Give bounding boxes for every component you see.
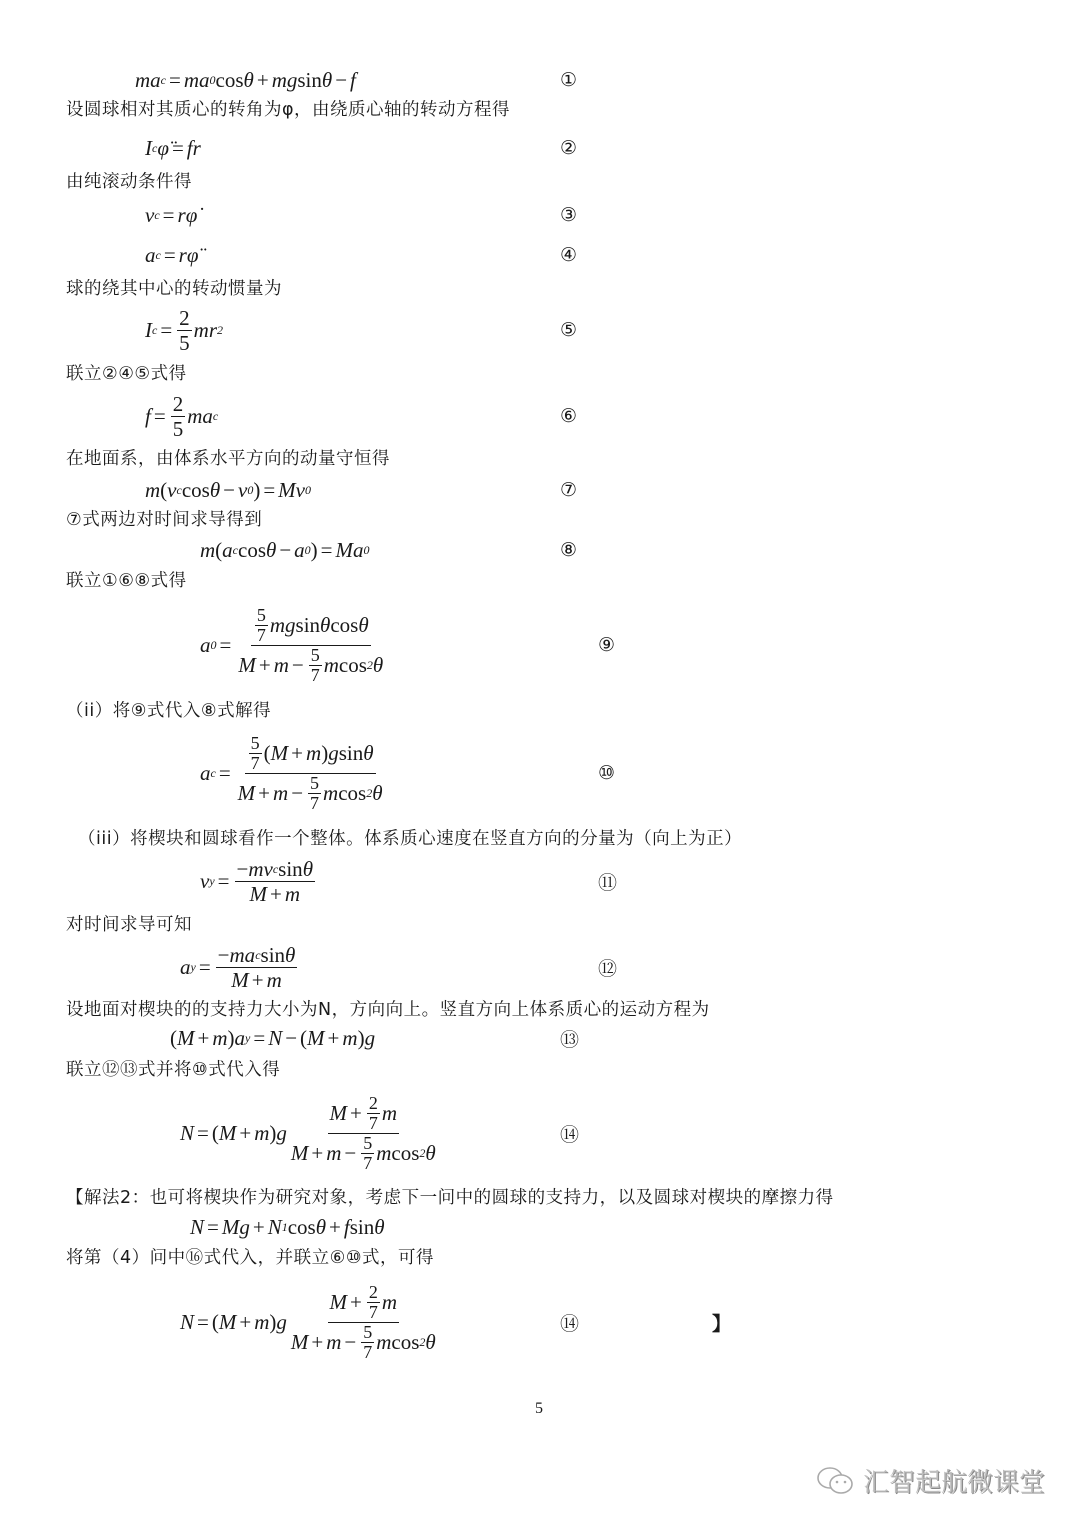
math-text: cos	[181, 477, 210, 502]
math-text: 7	[363, 1152, 373, 1173]
math-symbol: M	[218, 1309, 237, 1334]
math-symbol: M	[329, 1290, 348, 1314]
math-operator: +	[350, 1101, 362, 1125]
math-operator: +	[329, 1214, 341, 1239]
math-symbol: θ	[209, 477, 221, 502]
fraction	[309, 646, 322, 685]
fraction	[361, 1134, 374, 1173]
math-symbol: N	[190, 1214, 205, 1239]
math-symbol: m	[326, 1330, 342, 1354]
fraction	[367, 1094, 380, 1133]
numerator	[216, 943, 298, 968]
math-operator: =	[169, 67, 181, 92]
math-operator: −	[291, 653, 304, 677]
math-text: sin	[260, 942, 286, 967]
fraction	[361, 1323, 374, 1362]
math-operator: =	[153, 403, 166, 428]
fraction	[236, 734, 385, 813]
math-text: −	[236, 856, 249, 881]
subscript: c	[152, 322, 158, 337]
math-operator: =	[217, 868, 230, 893]
subscript: y	[209, 873, 215, 888]
math-symbol: m	[145, 477, 161, 502]
denominator	[248, 882, 303, 906]
math-symbol: mr	[193, 317, 218, 342]
math-symbol: g	[276, 1309, 287, 1334]
text-line: 联立⑫⑬式并将⑩式代入得	[66, 1060, 281, 1080]
math-text: 7	[310, 664, 320, 685]
math-symbol: θ	[285, 942, 296, 967]
math-operator: +	[350, 1290, 362, 1314]
text-line: （ii）将⑨式代入⑧式解得	[66, 701, 272, 721]
subscript: 0	[210, 637, 217, 652]
math-symbol: a	[145, 242, 156, 267]
math-symbol: ma	[229, 942, 256, 967]
math-operator: =	[197, 1309, 209, 1334]
math-operator: +	[251, 967, 264, 992]
math-symbol: m	[306, 741, 322, 765]
fraction	[289, 1283, 438, 1362]
numerator	[249, 734, 262, 754]
watermark	[815, 1462, 1045, 1499]
math-symbol: θ	[320, 613, 331, 637]
math-symbol: Mg	[221, 1214, 250, 1239]
numerator	[171, 392, 186, 417]
math-text: sin	[297, 67, 322, 92]
subscript: y	[245, 1030, 251, 1045]
math-symbol: f	[343, 1214, 350, 1239]
math-text: 5	[363, 1321, 373, 1342]
subscript: c	[232, 542, 238, 557]
math-operator: =	[263, 477, 276, 502]
math-operator: =	[197, 1120, 209, 1145]
math-operator: +	[239, 1309, 252, 1334]
denominator	[289, 1134, 438, 1173]
subscript: c	[212, 408, 219, 423]
math-symbol: a	[200, 760, 211, 785]
math-operator: =	[162, 202, 175, 227]
math-operator: +	[258, 653, 271, 677]
math-symbol: N	[180, 1120, 195, 1145]
math-text: cos	[338, 781, 367, 805]
numerator	[361, 1323, 374, 1343]
math-symbol: m	[266, 967, 282, 992]
math-text: 7	[310, 792, 320, 813]
math-symbol: r	[177, 202, 186, 227]
math-text: cos	[391, 1330, 420, 1354]
denominator	[367, 1114, 380, 1133]
math-text: sin	[278, 856, 303, 881]
math-operator: +	[270, 881, 282, 906]
math-symbol: a	[234, 1025, 246, 1050]
math-symbol: v	[145, 202, 155, 227]
numerator	[309, 646, 322, 666]
text-line: 【解法2：也可将楔块作为研究对象，考虑下一问中的圆球的支持力，以及圆球对楔块的摩擦力得	[66, 1188, 834, 1208]
denominator	[361, 1343, 374, 1362]
math-symbol: M	[270, 741, 289, 765]
math-text: 7	[363, 1341, 373, 1362]
math-text: )	[321, 741, 329, 765]
math-symbol: m	[376, 1330, 392, 1354]
math-operator: =	[171, 135, 184, 160]
math-operator: +	[327, 1025, 340, 1050]
math-symbol: a	[200, 632, 211, 657]
math-text: 2	[179, 305, 190, 330]
subscript: 1	[281, 1219, 288, 1234]
math-text: (	[215, 537, 223, 562]
math-symbol: ma	[187, 403, 213, 428]
superscript: 2	[366, 658, 373, 672]
text-line: 设地面对楔块的的支持力大小为N，方向向上。竖直方向上体系质心的运动方程为	[66, 1000, 710, 1020]
math-text: cos	[391, 1141, 420, 1165]
numerator	[177, 306, 192, 331]
math-symbol: N	[180, 1309, 195, 1334]
math-text: sin	[338, 741, 364, 765]
math-symbol: φ̈	[157, 135, 169, 160]
math-symbol: M	[329, 1101, 348, 1125]
denominator	[171, 417, 186, 441]
denominator	[249, 754, 262, 773]
math-symbol: θ	[425, 1141, 436, 1165]
math-text: 7	[256, 624, 266, 645]
math-symbol: m	[323, 653, 339, 677]
math-symbol: θ	[363, 741, 374, 765]
denominator	[236, 774, 385, 813]
text-line: 联立②④⑤式得	[66, 364, 187, 384]
superscript: 2	[419, 1146, 426, 1160]
math-symbol: mg	[269, 613, 296, 637]
subscript: c	[255, 947, 261, 962]
math-text: 2	[368, 1281, 378, 1302]
math-symbol: m	[254, 1120, 270, 1145]
math-symbol: v	[200, 868, 210, 893]
fraction	[235, 857, 316, 906]
math-symbol: fr	[186, 135, 201, 160]
math-symbol: mg	[271, 67, 298, 92]
math-symbol: θ	[358, 613, 369, 637]
numerator	[251, 606, 371, 646]
numerator	[235, 857, 316, 882]
math-operator: −	[223, 477, 235, 502]
math-symbol: m	[326, 1141, 342, 1165]
math-symbol: M	[218, 1120, 237, 1145]
math-text: )	[310, 537, 318, 562]
math-symbol: θ	[266, 537, 277, 562]
math-symbol: a	[294, 537, 305, 562]
math-symbol: I	[145, 135, 152, 160]
math-symbol: m	[254, 1309, 270, 1334]
math-text: )	[269, 1120, 277, 1145]
math-symbol: a	[222, 537, 233, 562]
math-operator: =	[207, 1214, 219, 1239]
math-text: 5	[250, 732, 260, 753]
math-text: 5	[179, 330, 190, 355]
math-text: 5	[310, 772, 320, 793]
fraction	[367, 1283, 380, 1322]
math-operator: −	[344, 1330, 357, 1354]
text-line: 由纯滚动条件得	[66, 172, 192, 192]
math-symbol: M	[238, 653, 256, 677]
math-text: 5	[310, 644, 320, 665]
math-operator: =	[253, 1025, 266, 1050]
math-operator: −	[291, 781, 304, 805]
subscript: c	[160, 72, 166, 87]
numerator	[367, 1283, 380, 1303]
superscript: 2	[419, 1335, 426, 1349]
fraction	[177, 306, 192, 355]
math-symbol: θ	[243, 67, 254, 92]
math-text: 5	[363, 1132, 373, 1153]
text-line: 联立①⑥⑧式得	[66, 571, 187, 591]
math-symbol: θ	[374, 1214, 385, 1239]
denominator	[289, 1323, 438, 1362]
denominator	[309, 666, 322, 685]
math-operator: +	[239, 1120, 252, 1145]
math-symbol: θ	[372, 781, 383, 805]
subscript: 0	[247, 482, 254, 497]
math-symbol: ma	[183, 67, 210, 92]
math-symbol: M	[249, 881, 267, 906]
fraction	[236, 606, 385, 685]
math-text: cos	[238, 537, 266, 562]
math-text: (	[211, 1309, 219, 1334]
math-text: 7	[250, 752, 260, 773]
math-operator: =	[219, 632, 232, 657]
math-symbol: M	[231, 967, 249, 992]
math-operator: +	[252, 1214, 265, 1239]
numerator	[328, 1094, 400, 1134]
denominator	[236, 646, 385, 685]
math-symbol: mv	[248, 856, 273, 881]
text-line: 设圆球相对其质心的转角为φ，由绕质心轴的转动方程得	[66, 100, 511, 120]
math-symbol: v	[238, 477, 248, 502]
math-text: (	[300, 1025, 308, 1050]
math-symbol: m	[200, 537, 216, 562]
math-operator: +	[311, 1141, 324, 1165]
math-text: 5	[256, 604, 266, 625]
denominator	[308, 794, 321, 813]
math-symbol: M	[290, 1330, 309, 1354]
math-symbol: N	[268, 1025, 283, 1050]
math-operator: =	[218, 760, 231, 785]
superscript: 2	[366, 786, 373, 800]
math-text: )	[227, 1025, 235, 1050]
numerator	[255, 606, 268, 626]
math-symbol: f	[350, 67, 356, 92]
math-operator: +	[258, 781, 271, 805]
wechat-icon	[815, 1465, 855, 1497]
math-symbol: r	[178, 242, 187, 267]
superscript: 2	[217, 322, 224, 337]
math-text: )	[357, 1025, 365, 1050]
subscript: 0	[305, 482, 311, 497]
math-operator: =	[320, 537, 333, 562]
denominator	[361, 1154, 374, 1173]
denominator	[229, 968, 284, 992]
subscript: 0	[363, 542, 370, 557]
fraction	[249, 734, 262, 773]
math-symbol: Mv	[278, 477, 305, 502]
fraction	[216, 943, 298, 992]
math-symbol: m	[323, 781, 339, 805]
math-operator: =	[160, 317, 173, 342]
math-text: 7	[368, 1301, 378, 1322]
subscript: 0	[304, 542, 311, 557]
math-symbol: N	[267, 1214, 282, 1239]
math-text: sin	[349, 1214, 375, 1239]
page-number: 5	[535, 1400, 543, 1417]
math-operator: −	[344, 1141, 357, 1165]
math-operator: =	[198, 954, 211, 979]
math-text: sin	[295, 613, 321, 637]
math-operator: −	[285, 1025, 298, 1050]
math-symbol: θ	[302, 856, 314, 881]
subscript: y	[190, 959, 196, 974]
subscript: c	[155, 247, 161, 262]
math-symbol: φ̈	[186, 242, 199, 267]
subscript: c	[210, 765, 216, 780]
math-text: −	[217, 942, 230, 967]
math-text: 7	[368, 1112, 378, 1133]
denominator	[177, 331, 192, 355]
fraction	[171, 392, 186, 441]
text-line: 对时间求导可知	[66, 915, 192, 935]
math-symbol: v	[167, 477, 177, 502]
math-symbol: m	[273, 653, 289, 677]
text-line: ⑦式两边对时间求导得到	[66, 510, 263, 530]
math-symbol: m	[273, 781, 289, 805]
math-symbol: m	[284, 881, 301, 906]
math-operator: =	[163, 242, 176, 267]
math-text: cos	[287, 1214, 316, 1239]
math-text: )	[253, 477, 261, 502]
denominator	[367, 1303, 380, 1322]
math-symbol: a	[180, 954, 191, 979]
math-symbol: M	[237, 781, 256, 805]
subscript: c	[154, 207, 160, 222]
math-symbol: M	[177, 1025, 195, 1050]
math-text: 2	[368, 1092, 378, 1113]
fraction	[255, 606, 268, 645]
math-text: (	[263, 741, 271, 765]
math-symbol: θ	[321, 67, 333, 92]
math-symbol: I	[145, 317, 152, 342]
text-line: 将第（4）问中⑯式代入，并联立⑥⑩式，可得	[66, 1248, 435, 1268]
numerator	[308, 774, 321, 794]
numerator	[328, 1283, 400, 1323]
subscript: c	[152, 140, 158, 155]
denominator	[255, 626, 268, 645]
fraction	[308, 774, 321, 813]
math-operator: −	[335, 67, 348, 92]
math-symbol: f	[145, 403, 151, 428]
text-line: （iii）将楔块和圆球看作一个整体。体系质心速度在竖直方向的分量为（向上为正）	[78, 829, 743, 849]
math-symbol: m	[376, 1141, 392, 1165]
math-text: cos	[330, 613, 359, 637]
watermark-text: 汇智起航微课堂	[863, 1468, 1046, 1498]
subscript: 0	[209, 72, 216, 87]
math-operator: +	[197, 1025, 210, 1050]
math-symbol: m	[381, 1101, 398, 1125]
math-operator: −	[279, 537, 292, 562]
math-symbol: m	[381, 1290, 398, 1314]
math-symbol: g	[328, 741, 339, 765]
numerator	[245, 734, 376, 774]
math-text: (	[170, 1025, 177, 1050]
math-symbol: ma	[135, 67, 161, 92]
math-symbol: θ	[372, 653, 384, 677]
math-symbol: Ma	[335, 537, 364, 562]
math-text: (	[160, 477, 168, 502]
math-symbol: M	[307, 1025, 325, 1050]
math-symbol: φ̇	[185, 202, 198, 227]
subscript: c	[176, 482, 182, 497]
fraction	[289, 1094, 438, 1173]
math-symbol: m	[212, 1025, 228, 1050]
math-text: )	[269, 1309, 277, 1334]
math-text: cos	[215, 67, 244, 92]
math-operator: +	[311, 1330, 324, 1354]
math-text: cos	[338, 653, 367, 677]
math-text: (	[211, 1120, 219, 1145]
math-operator: +	[291, 741, 304, 765]
math-text: 2	[172, 391, 184, 416]
numerator	[367, 1094, 380, 1114]
math-symbol: θ	[425, 1330, 436, 1354]
math-symbol: m	[342, 1025, 358, 1050]
numerator	[361, 1134, 374, 1154]
math-symbol: M	[290, 1141, 309, 1165]
math-symbol: g	[364, 1025, 376, 1050]
text-line: 在地面系，由体系水平方向的动量守恒得	[66, 449, 390, 469]
text-line: 球的绕其中心的转动惯量为	[66, 279, 282, 299]
subscript: c	[272, 861, 279, 876]
math-symbol: θ	[315, 1214, 327, 1239]
math-symbol: g	[276, 1120, 287, 1145]
math-operator: +	[256, 67, 269, 92]
math-text: 5	[172, 416, 184, 441]
